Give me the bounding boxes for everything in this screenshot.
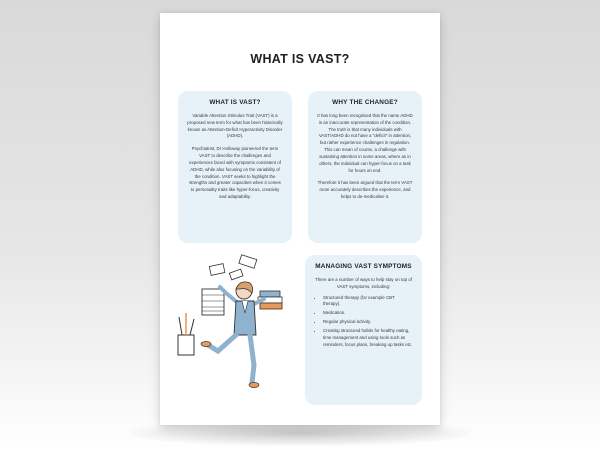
paper-stack-icon [202,289,224,315]
list-item: • Creating structured habits for healthy eating, time management and using tools such as reminders, focus plans, breaking up tasks etc. [323,328,413,348]
list-item: • Structured therapy (for example CBT therapy). [323,295,413,309]
managing-vast-list [314,295,413,349]
juggling-woman-illustration [174,253,302,403]
list-item: • Medication. [323,310,413,317]
what-is-vast-paragraph: Psychiatrist, Dr Holloway pioneered the term VAST to describe the challenges and experiences faced with symptoms consistent of ADHD, while also focusing on the variability of the condition. VAST seeks to highlight the strengths and greater capacities when it comes to personality traits like hyper-focus, creativity and adaptability. [189,146,281,200]
why-the-change-heading: WHY THE CHANGE? [332,99,398,106]
why-the-change-paragraph: It has long been recognised that the name ADHD is an inaccurate representation of the condition. The truth is that many individuals with VAST/ADHD do not have a "deficit" in attention, but rather experience challenges in regulation. This can mean of course, a challenge with sustaining attention in some areas, where as in others, the individual can hyper-focus on a task for hours on end. [317,113,413,173]
managing-vast-heading: MANAGING VAST SYMPTOMS [315,263,412,270]
poster-title: WHAT IS VAST? [250,52,350,66]
pen-holder-icon [178,313,194,355]
poster [160,13,440,425]
what-is-vast-card [178,91,292,243]
managing-vast-symptoms-card [305,255,422,405]
what-is-vast-paragraph: Variable Attention Stimulus Trait (VAST) is a proposed new term for what has been historically known as Attention-Deficit Hyperactivity Disorder (ADHD). [187,113,283,139]
managing-vast-intro: There are a number of ways to help stay on top of VAST symptoms, including: [315,277,412,289]
why-the-change-paragraph: Therefore it has been argued that the term VAST more accurately describes the experience, and helps to de-medicalise it. [317,180,413,200]
why-the-change-card [308,91,422,243]
list-item: • Regular physical activity. [323,319,413,326]
flying-papers-icon [209,255,257,280]
what-is-vast-heading: WHAT IS VAST? [209,99,261,106]
